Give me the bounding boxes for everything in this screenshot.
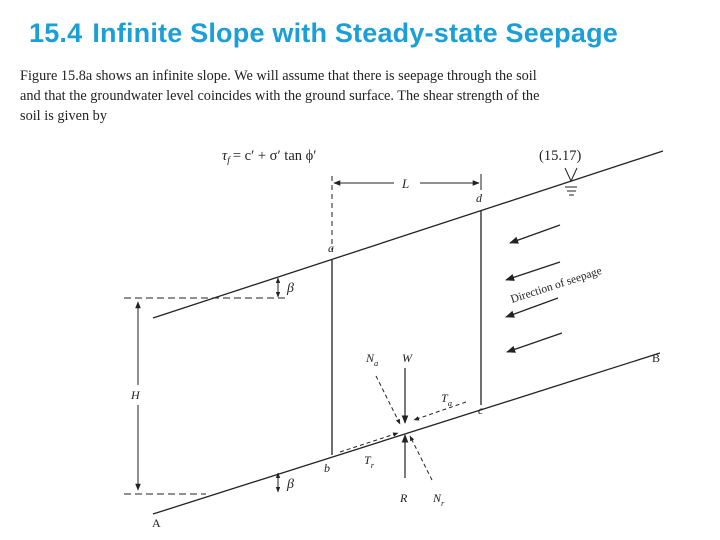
label-Nr: $N_r$ bbox=[433, 491, 445, 508]
normal-force-Nr-arrow bbox=[410, 436, 432, 480]
equation: $\tau_f = c' + \sigma'$ tan ϕ′ bbox=[222, 148, 317, 166]
label-d: d bbox=[476, 191, 482, 205]
label-Tr: $T_r$ bbox=[364, 453, 374, 470]
failure-plane-line bbox=[153, 353, 660, 514]
label-beta-bottom: β bbox=[287, 477, 294, 492]
seepage-direction-label: Direction of seepage bbox=[509, 265, 604, 306]
label-A: A bbox=[152, 516, 161, 530]
label-c: c bbox=[478, 403, 484, 417]
section-title: Infinite Slope with Steady-state Seepage bbox=[92, 18, 618, 48]
label-R: R bbox=[400, 491, 408, 505]
shear-force-Tr-arrow bbox=[340, 433, 398, 452]
label-H: H bbox=[131, 388, 140, 402]
label-W: W bbox=[402, 351, 412, 365]
label-L: L bbox=[402, 176, 410, 191]
label-beta-top: β bbox=[287, 281, 294, 296]
body-line: and that the groundwater level coincides with the ground surface. The shear strength of the bbox=[20, 88, 540, 104]
section-number: 15.4 bbox=[29, 18, 83, 48]
label-Ta: $T_a$ bbox=[441, 391, 452, 408]
label-Na: $N_a$ bbox=[366, 351, 379, 368]
normal-force-Na-arrow bbox=[376, 376, 400, 424]
label-b: b bbox=[324, 461, 330, 475]
equation-number: (15.17) bbox=[539, 148, 582, 164]
label-a: a bbox=[328, 241, 334, 255]
label-B: B bbox=[652, 351, 661, 365]
water-table-symbol bbox=[565, 168, 577, 195]
body-line: soil is given by bbox=[20, 108, 107, 124]
body-line: Figure 15.8a shows an infinite slope. We will assume that there is seepage through the soil bbox=[20, 68, 537, 84]
